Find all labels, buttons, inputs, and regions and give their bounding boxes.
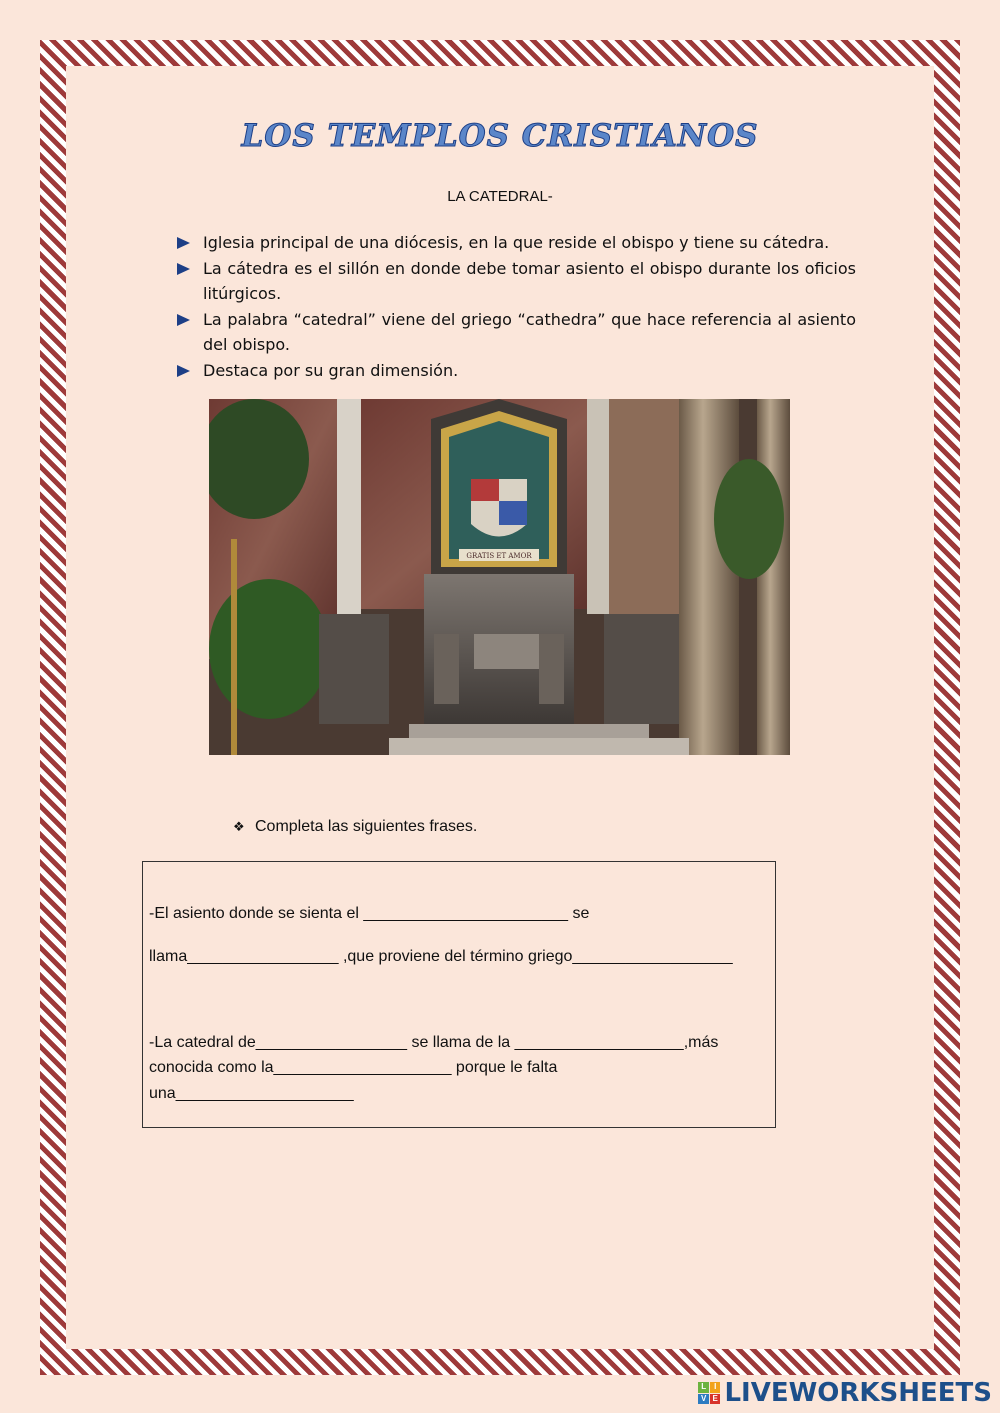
list-item-text: Iglesia principal de una diócesis, en la que reside el obispo y tiene su cátedra.: [203, 233, 830, 252]
cathedra-photo: [209, 399, 790, 755]
exercise-sentence-4[interactable]: conocida como la____________________ porque le falta: [149, 1059, 558, 1076]
definition-list: [175, 230, 856, 383]
instruction: [233, 818, 477, 836]
instruction-text: Completa las siguientes frases.: [255, 818, 478, 835]
arrow-bullet-icon: [177, 263, 190, 275]
exercise-sentence-3[interactable]: -La catedral de_________________ se llama de la ___________________,más: [149, 1034, 719, 1051]
exercise-sentence-2[interactable]: llama_________________ ,que proviene del término griego__________________: [149, 948, 733, 965]
list-item: [175, 256, 856, 307]
diamond-bullet-icon: ❖: [233, 819, 245, 834]
list-item-text: La palabra “catedral” viene del griego “cathedra” que hace referencia al asiento del obispo.: [203, 309, 856, 354]
liveworksheets-logo-icon: L I V E: [698, 1382, 720, 1404]
exercise-sentence-1[interactable]: -El asiento donde se sienta el _______________________ se: [149, 905, 590, 922]
exercise-sentence-5[interactable]: una____________________: [149, 1085, 354, 1102]
section-subtitle: LA CATEDRAL-: [447, 188, 553, 205]
arrow-bullet-icon: [177, 365, 190, 377]
list-item: [175, 358, 856, 384]
watermark-text: LIVEWORKSHEETS: [724, 1378, 992, 1408]
shield-motto: GRATIS ET AMOR: [466, 552, 532, 560]
page-title: LOS TEMPLOS CRISTIANOS: [241, 118, 759, 154]
list-item: [175, 307, 856, 358]
list-item-text: La cátedra es el sillón en donde debe tomar asiento el obispo durante los oficios litúrgicos.: [203, 258, 856, 303]
list-item-text: Destaca por su gran dimensión.: [203, 360, 459, 380]
arrow-bullet-icon: [177, 314, 190, 326]
liveworksheets-watermark: [698, 1378, 992, 1408]
list-item: [175, 230, 856, 256]
arrow-bullet-icon: [177, 237, 190, 249]
